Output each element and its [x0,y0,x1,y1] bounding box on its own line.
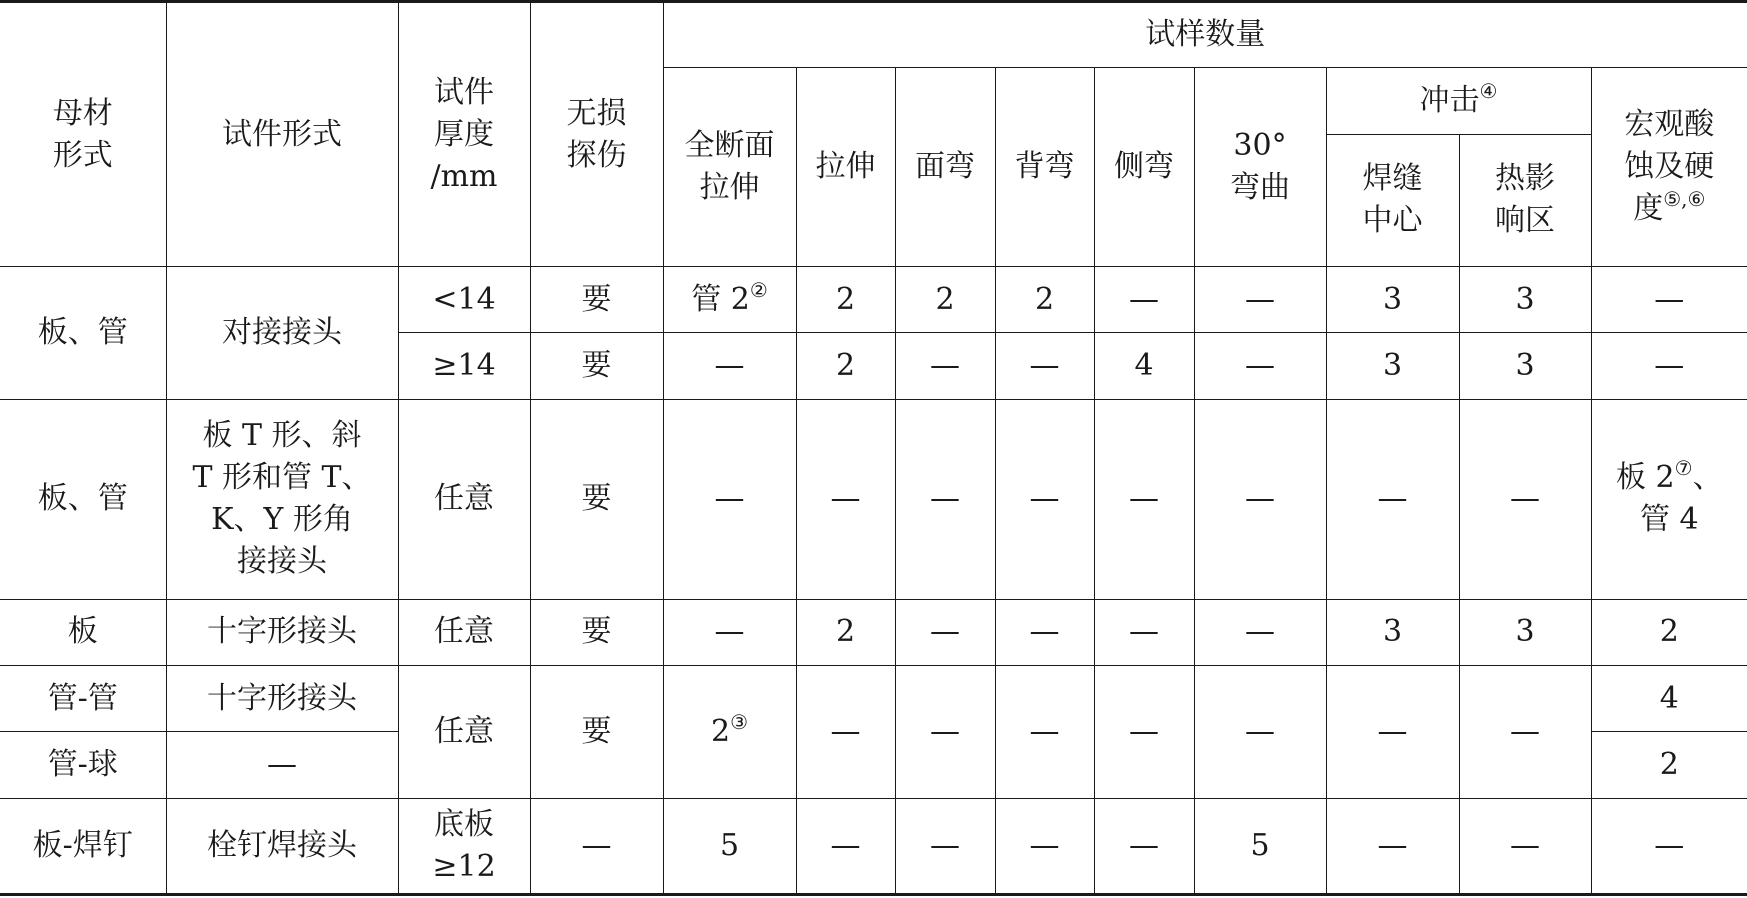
cell-weld-center: 3 [1326,333,1459,399]
cell-specimen-form: 十字形接头 [166,599,398,665]
cell-weld-center: 3 [1326,599,1459,665]
cell-face-bend: — [895,399,995,599]
cell-text: 板 2 [1616,460,1675,496]
header-sample-count: 试样数量 [663,2,1747,68]
cell-macro-hardness: — [1591,267,1747,333]
cell-text: 、 管 4 [1639,460,1723,538]
cell-haz: — [1459,399,1591,599]
cell-thickness: <14 [398,267,530,333]
cell-haz: 3 [1459,599,1591,665]
cell-tensile: — [796,665,895,798]
cell-face-bend: — [895,599,995,665]
cell-side-bend: — [1094,599,1194,665]
cell-note: ② [749,277,768,302]
table-row [0,599,1747,665]
cell-bend-30: 5 [1194,798,1326,894]
header-side-bend: 侧弯 [1094,68,1194,267]
cell-side-bend: — [1094,665,1194,798]
cell-root-bend: — [995,599,1094,665]
cell-full-section-tensile: — [663,333,796,399]
cell-haz: 3 [1459,333,1591,399]
cell-haz: 3 [1459,267,1591,333]
cell-specimen-form: — [166,732,398,798]
cell-base-material: 板 [0,599,166,665]
cell-bend-30: — [1194,333,1326,399]
header-tensile: 拉伸 [796,68,895,267]
cell-face-bend: — [895,798,995,894]
header-root-bend: 背弯 [995,68,1094,267]
cell-base-material: 管-管 [0,665,166,731]
cell-ndt: 要 [530,665,663,798]
cell-side-bend: — [1094,399,1194,599]
cell-full-section-tensile: — [663,399,796,599]
header-thickness: 试件 厚度 /mm [398,2,530,267]
cell-side-bend: — [1094,798,1194,894]
cell-haz: — [1459,665,1591,798]
cell-macro-hardness: 2 [1591,599,1747,665]
cell-weld-center: 3 [1326,267,1459,333]
cell-thickness: ≥14 [398,333,530,399]
cell-full-section-tensile: — [663,599,796,665]
header-macro-hardness-label: 宏观酸 蚀及硬 度 [1624,107,1715,227]
header-full-section-tensile: 全断面 拉伸 [663,68,796,267]
cell-text: 管 2 [691,281,750,317]
cell-base-material: 板-焊钉 [0,798,166,894]
cell-weld-center: — [1326,665,1459,798]
cell-specimen-form: 板 T 形、斜 T 形和管 T、 K、Y 形角 接接头 [166,399,398,599]
cell-macro-hardness: 2 [1591,732,1747,798]
table-row [0,665,1747,731]
cell-face-bend: — [895,665,995,798]
cell-macro-hardness: — [1591,333,1747,399]
cell-base-material: 板、管 [0,399,166,599]
cell-ndt: 要 [530,267,663,333]
cell-specimen-form: 对接接头 [166,267,398,400]
cell-ndt: 要 [530,333,663,399]
header-base-material-form: 母材 形式 [0,2,166,267]
cell-bend-30: — [1194,267,1326,333]
cell-full-section-tensile [663,267,796,333]
cell-note: ③ [730,709,749,734]
header-weld-center: 焊缝 中心 [1326,134,1459,267]
cell-tensile: 2 [796,333,895,399]
header-specimen-form: 试件形式 [166,2,398,267]
cell-face-bend: 2 [895,267,995,333]
cell-bend-30: — [1194,399,1326,599]
header-macro-hardness [1591,68,1747,267]
header-impact-note: ④ [1479,78,1498,103]
cell-full-section-tensile [663,665,796,798]
cell-weld-center: — [1326,798,1459,894]
cell-root-bend: 2 [995,267,1094,333]
cell-tensile: 2 [796,599,895,665]
cell-haz: — [1459,798,1591,894]
cell-face-bend: — [895,333,995,399]
table-row [0,798,1747,894]
cell-thickness: 任意 [398,665,530,798]
cell-ndt: 要 [530,399,663,599]
table-row [0,399,1747,599]
header-impact-label: 冲击 [1419,82,1480,118]
cell-tensile: — [796,399,895,599]
cell-text: 2 [710,713,731,749]
cell-bend-30: — [1194,599,1326,665]
cell-specimen-form: 栓钉焊接头 [166,798,398,894]
cell-root-bend: — [995,665,1094,798]
header-macro-hardness-note: ⑤,⑥ [1663,187,1706,212]
cell-macro-hardness [1591,399,1747,599]
header-bend-30: 30° 弯曲 [1194,68,1326,267]
cell-ndt: 要 [530,599,663,665]
cell-note: ⑦ [1674,456,1693,481]
cell-base-material: 板、管 [0,267,166,400]
header-haz: 热影 响区 [1459,134,1591,267]
cell-specimen-form: 十字形接头 [166,665,398,731]
header-impact [1326,68,1591,134]
cell-thickness: 任意 [398,399,530,599]
cell-root-bend: — [995,399,1094,599]
cell-bend-30: — [1194,665,1326,798]
cell-macro-hardness: — [1591,798,1747,894]
cell-full-section-tensile: 5 [663,798,796,894]
cell-thickness: 任意 [398,599,530,665]
header-face-bend: 面弯 [895,68,995,267]
cell-root-bend: — [995,333,1094,399]
cell-thickness: 底板 ≥12 [398,798,530,894]
cell-tensile: 2 [796,267,895,333]
cell-root-bend: — [995,798,1094,894]
cell-base-material: 管-球 [0,732,166,798]
header-ndt: 无损 探伤 [530,2,663,267]
cell-side-bend: 4 [1094,333,1194,399]
cell-macro-hardness: 4 [1591,665,1747,731]
cell-tensile: — [796,798,895,894]
cell-ndt: — [530,798,663,894]
cell-side-bend: — [1094,267,1194,333]
table-row [0,267,1747,333]
cell-weld-center: — [1326,399,1459,599]
